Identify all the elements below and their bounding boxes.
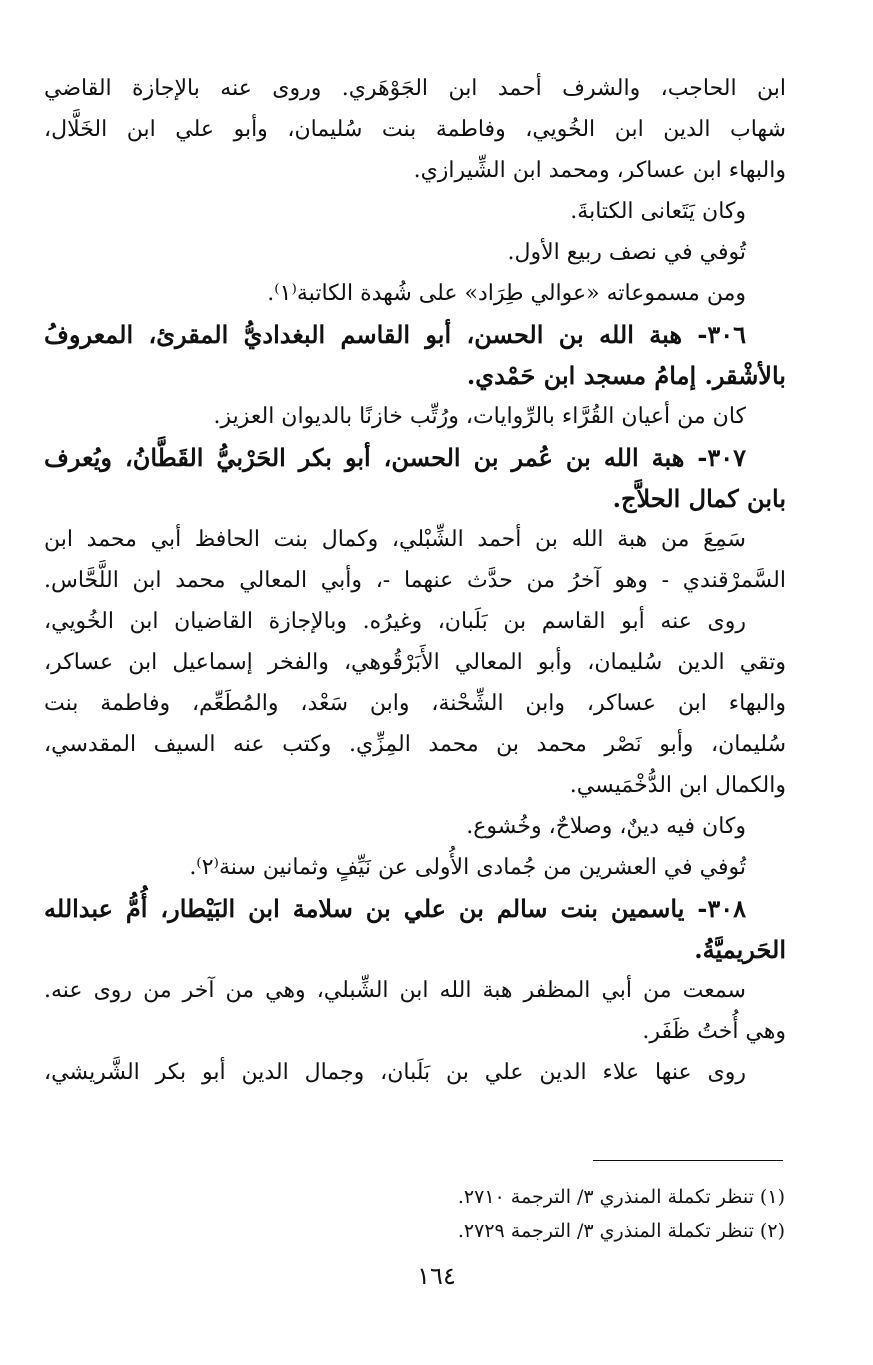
text-line: روى عنه أبو القاسم بن بَلَبان، وغيرُه. وبالإجازة القاضيان ابن الخُويي، (44, 609, 746, 634)
text-line: سَمِعَ من هبة الله بن أحمد الشِّبْلي، وكمال بنت الحافظ أبي محمد ابن (44, 527, 746, 552)
footnote-1: (١) تنظر تكملة المنذري ٣/ الترجمة ٢٧١٠. (457, 1186, 785, 1208)
page-body (44, 68, 786, 1093)
text-line: تُوفي في نصف ربيع الأول. (507, 240, 746, 265)
text-line: روى عنها علاء الدين علي بن بَلَبان، وجمال الدين أبو بكر الشَّريشي، (44, 1060, 746, 1085)
text-line: شهاب الدين ابن الخُويي، وفاطمة بنت سُليمان، وأبو علي ابن الخَلَّال، (44, 117, 786, 142)
text-line: ومن مسموعاته «عوالي طِرَاد» على شُهدة الكاتبة⁽١⁾. (267, 281, 746, 306)
text-line: وكان يَتَعانى الكتابةَ. (570, 199, 746, 224)
text-line: ابن الحاجب، والشرف أحمد ابن الجَوْهَري. وروى عنه بالإجازة القاضي (44, 76, 786, 101)
footnote-2: (٢) تنظر تكملة المنذري ٣/ الترجمة ٢٧٢٩. (457, 1220, 785, 1242)
text-line: وهي أُختُ ظَفَر. (642, 1019, 786, 1044)
text-line: تُوفي في العشرين من جُمادى الأُولى عن نَيِّفٍ وثمانين سنة⁽٢⁾. (189, 855, 746, 880)
entry-heading-307-cont: بابن كمال الحلاَّج. (612, 484, 786, 513)
text-line: وكان فيه دينٌ، وصلاحٌ، وخُشوع. (466, 814, 746, 839)
entry-heading-306: ٣٠٦- هبة الله بن الحسن، أبو القاسم البغداديُّ المقرئ، المعروفُ (44, 320, 746, 349)
entry-heading-308-cont: الحَريميَّةُ. (694, 935, 786, 964)
footnotes (285, 1180, 785, 1248)
text-line: سمعت من أبي المظفر هبة الله ابن الشِّبلي، وهي من آخر من روى عنه. (44, 978, 746, 1003)
text-line: والبهاء ابن عساكر، ومحمد ابن الشِّيرازي. (413, 158, 786, 183)
text-line: سُليمان، وأبو نَصْر محمد بن محمد المِزِّي. وكتب عنه السيف المقدسي، (44, 732, 786, 757)
entry-heading-306-cont: بالأشْقر. إمامُ مسجد ابن حَمْدي. (466, 361, 786, 390)
text-line: والكمال ابن الدُّخْمَيسي. (569, 773, 786, 798)
text-line: كان من أعيان القُرَّاء بالرِّوايات، ورُتِّب خازنًا بالديوان العزيز. (213, 404, 746, 429)
text-line: السَّمرْقندي - وهو آخرُ من حدَّث عنهما -، وأبي المعالي محمد ابن اللَّحَّاس. (44, 568, 786, 593)
footnote-separator (593, 1160, 783, 1161)
entry-heading-308: ٣٠٨- ياسمين بنت سالم بن علي بن سلامة ابن البَيْطار، أُمُّ عبدالله (44, 894, 746, 923)
text-line: والبهاء ابن عساكر، وابن الشِّحْنة، وابن سَعْد، والمُطَعِّم، وفاطمة بنت (44, 691, 786, 716)
text-line: وتقي الدين سُليمان، وأبو المعالي الأَبَرْقُوهي، والفخر إسماعيل ابن عساكر، (44, 650, 786, 675)
entry-heading-307: ٣٠٧- هبة الله بن عُمر بن الحسن، أبو بكر الحَرْبيُّ القَطَّانُ، ويُعرف (44, 443, 746, 472)
page-number: ١٦٤ (417, 1262, 456, 1290)
